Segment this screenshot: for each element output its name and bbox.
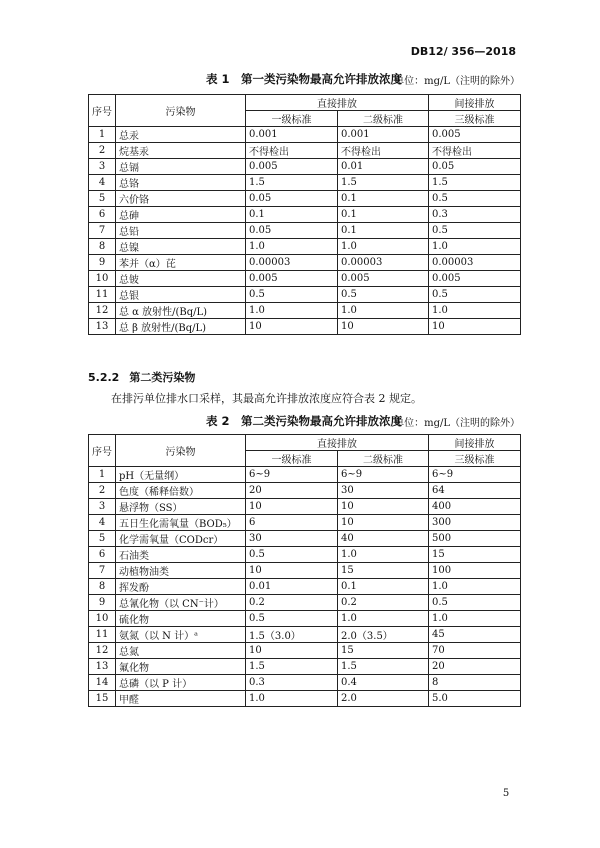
table-row — [89, 483, 521, 499]
page-number: 5 — [502, 788, 510, 799]
cell-pollutant: 苯并（α）芘 — [116, 255, 246, 271]
table-row — [89, 319, 521, 335]
cell-seq: 9 — [89, 255, 116, 271]
cell-level2: 0.2 — [338, 595, 429, 611]
cell-level3: 不得检出 — [429, 143, 521, 159]
cell-seq: 7 — [89, 223, 116, 239]
cell-seq: 4 — [89, 515, 116, 531]
cell-level1: 30 — [246, 531, 338, 547]
cell-pollutant: 化学需氧量（CODcr） — [116, 531, 246, 547]
table-row — [89, 515, 521, 531]
col-header-level2: 二级标准 — [338, 111, 429, 127]
section-heading — [88, 369, 195, 385]
cell-level2: 不得检出 — [338, 143, 429, 159]
cell-pollutant: 总 α 放射性/(Bq/L) — [116, 303, 246, 319]
cell-seq: 9 — [89, 595, 116, 611]
cell-seq: 8 — [89, 579, 116, 595]
cell-level2: 6~9 — [338, 467, 429, 483]
cell-level2: 10 — [338, 499, 429, 515]
cell-level1: 1.5 — [246, 659, 338, 675]
cell-pollutant: 总汞 — [116, 127, 246, 143]
standard-code: DB12/ 356—2018 — [410, 45, 516, 58]
col-header-seq: 序号 — [89, 435, 116, 467]
col-header-pollutant: 污染物 — [116, 435, 246, 467]
table-row — [89, 467, 521, 483]
col-header-level1: 一级标准 — [246, 451, 338, 467]
cell-pollutant: 甲醛 — [116, 691, 246, 707]
cell-level2: 0.1 — [338, 579, 429, 595]
cell-seq: 10 — [89, 611, 116, 627]
cell-level1: 6~9 — [246, 467, 338, 483]
cell-seq: 2 — [89, 143, 116, 159]
cell-seq: 4 — [89, 175, 116, 191]
table-row — [89, 287, 521, 303]
table2 — [88, 434, 521, 707]
cell-level3: 500 — [429, 531, 521, 547]
col-header-direct: 直接排放 — [246, 95, 429, 111]
cell-level3: 1.0 — [429, 611, 521, 627]
table-row — [89, 303, 521, 319]
cell-seq: 8 — [89, 239, 116, 255]
cell-level1: 10 — [246, 319, 338, 335]
table1-unit: 单位：mg/L（注明的除外） — [394, 76, 520, 87]
cell-level2: 10 — [338, 515, 429, 531]
table1-caption-row — [88, 71, 520, 87]
cell-level1: 1.0 — [246, 239, 338, 255]
cell-level3: 0.5 — [429, 223, 521, 239]
table-row — [89, 255, 521, 271]
cell-level2: 0.1 — [338, 207, 429, 223]
table-row — [89, 207, 521, 223]
table-row — [89, 595, 521, 611]
cell-pollutant: 总砷 — [116, 207, 246, 223]
cell-level1: 10 — [246, 563, 338, 579]
cell-pollutant: 动植物油类 — [116, 563, 246, 579]
cell-pollutant: 总氮 — [116, 643, 246, 659]
section-title: 第二类污染物 — [129, 371, 196, 384]
table-row — [89, 547, 521, 563]
cell-level1: 0.005 — [246, 271, 338, 287]
cell-level2: 2.0 — [338, 691, 429, 707]
cell-level2: 1.0 — [338, 239, 429, 255]
cell-pollutant: 六价铬 — [116, 191, 246, 207]
cell-level3: 0.005 — [429, 271, 521, 287]
col-header-seq: 序号 — [89, 95, 116, 127]
cell-level3: 45 — [429, 627, 521, 643]
cell-level1: 0.5 — [246, 611, 338, 627]
table-row — [89, 675, 521, 691]
cell-level2: 15 — [338, 563, 429, 579]
cell-level3: 10 — [429, 319, 521, 335]
cell-pollutant: 悬浮物（SS） — [116, 499, 246, 515]
cell-level1: 0.3 — [246, 675, 338, 691]
cell-pollutant: 石油类 — [116, 547, 246, 563]
table-row — [89, 627, 521, 643]
table-row — [89, 531, 521, 547]
table2-unit: 单位：mg/L（注明的除外） — [394, 418, 520, 429]
cell-level1: 0.005 — [246, 159, 338, 175]
cell-level3: 0.00003 — [429, 255, 521, 271]
cell-level3: 400 — [429, 499, 521, 515]
cell-level1: 1.0 — [246, 303, 338, 319]
cell-seq: 3 — [89, 159, 116, 175]
cell-pollutant: 色度（稀释倍数） — [116, 483, 246, 499]
cell-level2: 0.4 — [338, 675, 429, 691]
cell-pollutant: 总铍 — [116, 271, 246, 287]
cell-level3: 5.0 — [429, 691, 521, 707]
cell-level2: 2.0（3.5） — [338, 627, 429, 643]
cell-pollutant: pH（无量纲） — [116, 467, 246, 483]
section-number: 5.2.2 — [88, 371, 120, 384]
table-row — [89, 659, 521, 675]
cell-seq: 2 — [89, 483, 116, 499]
cell-level2: 40 — [338, 531, 429, 547]
cell-level3: 1.0 — [429, 579, 521, 595]
cell-level3: 64 — [429, 483, 521, 499]
col-header-level3: 三级标准 — [429, 111, 521, 127]
cell-level1: 1.0 — [246, 691, 338, 707]
cell-level3: 100 — [429, 563, 521, 579]
cell-pollutant: 总磷（以 P 计） — [116, 675, 246, 691]
col-header-pollutant: 污染物 — [116, 95, 246, 127]
cell-pollutant: 总铬 — [116, 175, 246, 191]
cell-level3: 0.5 — [429, 595, 521, 611]
cell-level2: 15 — [338, 643, 429, 659]
cell-seq: 15 — [89, 691, 116, 707]
cell-seq: 12 — [89, 643, 116, 659]
table-row — [89, 175, 521, 191]
cell-seq: 5 — [89, 191, 116, 207]
cell-level2: 0.1 — [338, 191, 429, 207]
cell-seq: 13 — [89, 319, 116, 335]
cell-level3: 8 — [429, 675, 521, 691]
cell-level2: 0.00003 — [338, 255, 429, 271]
table1 — [88, 94, 521, 335]
table2-caption: 表 2 第二类污染物最高允许排放浓度 — [205, 414, 402, 428]
table-row — [89, 271, 521, 287]
cell-pollutant: 总镍 — [116, 239, 246, 255]
cell-level3: 0.005 — [429, 127, 521, 143]
cell-seq: 6 — [89, 547, 116, 563]
cell-seq: 11 — [89, 287, 116, 303]
cell-pollutant: 烷基汞 — [116, 143, 246, 159]
cell-seq: 7 — [89, 563, 116, 579]
cell-pollutant: 挥发酚 — [116, 579, 246, 595]
cell-seq: 3 — [89, 499, 116, 515]
cell-seq: 13 — [89, 659, 116, 675]
cell-level1: 1.5（3.0） — [246, 627, 338, 643]
cell-level3: 70 — [429, 643, 521, 659]
table-row — [89, 691, 521, 707]
cell-level2: 1.5 — [338, 175, 429, 191]
cell-level2: 0.1 — [338, 223, 429, 239]
table-row — [89, 611, 521, 627]
cell-seq: 1 — [89, 467, 116, 483]
cell-level1: 0.00003 — [246, 255, 338, 271]
table-row — [89, 239, 521, 255]
cell-pollutant: 总 β 放射性/(Bq/L) — [116, 319, 246, 335]
cell-seq: 12 — [89, 303, 116, 319]
cell-level3: 0.5 — [429, 191, 521, 207]
col-header-indirect: 间接排放 — [429, 95, 521, 111]
cell-level1: 10 — [246, 499, 338, 515]
table-row — [89, 579, 521, 595]
cell-level3: 300 — [429, 515, 521, 531]
col-header-level3: 三级标准 — [429, 451, 521, 467]
cell-level1: 6 — [246, 515, 338, 531]
cell-level3: 1.0 — [429, 303, 521, 319]
cell-level1: 不得检出 — [246, 143, 338, 159]
table-row — [89, 643, 521, 659]
cell-level1: 10 — [246, 643, 338, 659]
cell-level3: 15 — [429, 547, 521, 563]
table-row — [89, 499, 521, 515]
table1-caption: 表 1 第一类污染物最高允许排放浓度 — [205, 72, 402, 86]
cell-level3: 1.0 — [429, 239, 521, 255]
cell-level1: 20 — [246, 483, 338, 499]
cell-level2: 0.001 — [338, 127, 429, 143]
table-row — [89, 143, 521, 159]
table-row — [89, 223, 521, 239]
cell-level1: 0.5 — [246, 287, 338, 303]
cell-pollutant: 氟化物 — [116, 659, 246, 675]
cell-level2: 30 — [338, 483, 429, 499]
cell-level2: 1.5 — [338, 659, 429, 675]
cell-level1: 0.01 — [246, 579, 338, 595]
cell-pollutant: 总铅 — [116, 223, 246, 239]
cell-seq: 14 — [89, 675, 116, 691]
cell-level1: 0.05 — [246, 223, 338, 239]
cell-pollutant: 硫化物 — [116, 611, 246, 627]
cell-pollutant: 五日生化需氧量（BOD₅） — [116, 515, 246, 531]
section-paragraph: 在排污单位排水口采样，其最高允许排放浓度应符合表 2 规定。 — [111, 392, 422, 405]
cell-pollutant: 总镉 — [116, 159, 246, 175]
col-header-direct: 直接排放 — [246, 435, 429, 451]
cell-level1: 0.5 — [246, 547, 338, 563]
cell-level2: 0.005 — [338, 271, 429, 287]
cell-level3: 1.5 — [429, 175, 521, 191]
col-header-level1: 一级标准 — [246, 111, 338, 127]
cell-level2: 0.5 — [338, 287, 429, 303]
cell-seq: 11 — [89, 627, 116, 643]
cell-pollutant: 总银 — [116, 287, 246, 303]
col-header-level2: 二级标准 — [338, 451, 429, 467]
cell-level1: 0.001 — [246, 127, 338, 143]
cell-level1: 0.1 — [246, 207, 338, 223]
cell-level2: 1.0 — [338, 611, 429, 627]
cell-seq: 1 — [89, 127, 116, 143]
cell-seq: 10 — [89, 271, 116, 287]
table-row — [89, 127, 521, 143]
cell-level2: 10 — [338, 319, 429, 335]
cell-level3: 0.05 — [429, 159, 521, 175]
cell-level3: 6~9 — [429, 467, 521, 483]
cell-pollutant: 氨氮（以 N 计）ᵃ — [116, 627, 246, 643]
cell-level1: 0.2 — [246, 595, 338, 611]
table-row — [89, 191, 521, 207]
cell-level2: 1.0 — [338, 303, 429, 319]
col-header-indirect: 间接排放 — [429, 435, 521, 451]
cell-seq: 5 — [89, 531, 116, 547]
cell-seq: 6 — [89, 207, 116, 223]
cell-level3: 0.3 — [429, 207, 521, 223]
cell-level1: 1.5 — [246, 175, 338, 191]
cell-level2: 0.01 — [338, 159, 429, 175]
cell-pollutant: 总氰化物（以 CN⁻计） — [116, 595, 246, 611]
table-row — [89, 159, 521, 175]
cell-level1: 0.05 — [246, 191, 338, 207]
cell-level3: 20 — [429, 659, 521, 675]
table2-caption-row — [88, 413, 520, 429]
cell-level2: 1.0 — [338, 547, 429, 563]
cell-level3: 0.5 — [429, 287, 521, 303]
table-row — [89, 563, 521, 579]
